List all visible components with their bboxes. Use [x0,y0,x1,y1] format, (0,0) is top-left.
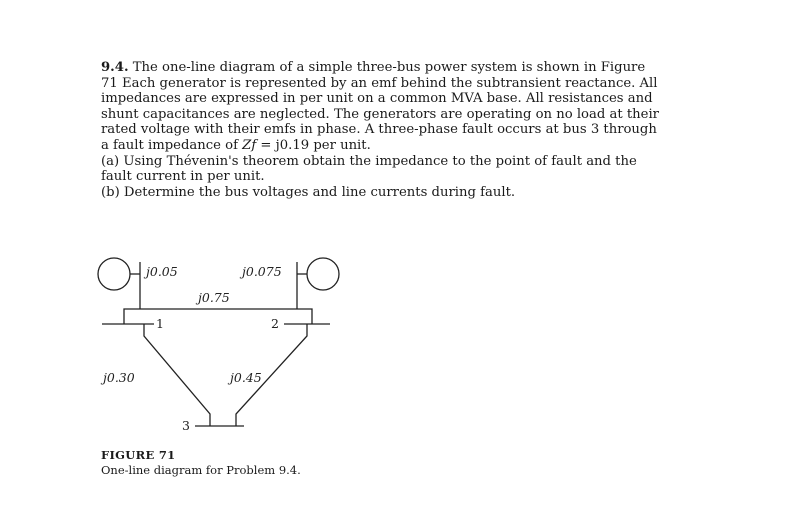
line-1-2 [124,309,312,324]
part-b: (b) Determine the bus voltages and line currents during fault. [101,184,516,200]
figure-label: FIGURE 71 [101,448,176,462]
figure-description: One-line diagram for Problem 9.4. [101,463,301,477]
line-1-2-reactance-label: j0.75 [198,290,230,305]
line-1-3 [144,324,210,426]
problem-paragraph [101,60,661,154]
bus-3-label: 3 [182,418,190,433]
problem-number: 9.4. [101,60,129,75]
generator-2-symbol [307,258,339,290]
fault-impedance-symbol: Zf [242,137,257,153]
fault-impedance-unit: per unit. [313,137,371,153]
generator-1-reactance-label: j0.05 [146,264,178,279]
part-a: (a) Using Thévenin's theorem obtain the impedance to the point of fault and the fault current in per unit. [101,153,637,185]
generator-2-reactance-label: j0.075 [242,264,282,279]
one-line-diagram [94,252,364,437]
line-1-3-reactance-label: j0.30 [103,370,135,385]
generator-1-symbol [98,258,130,290]
problem-body: The one-line diagram of a simple three-bus power system is shown in Figure 71 Each generator is represented by an emf behind the subtransient reactance. All impedances are expressed in per unit on a common MVA base. All resistances and shunt capacitances are neglected. The generators are operating on no load at their rated voltage with their emfs in phase. A three-phase fault occurs at bus 3 through a fault impedance of [101,60,659,153]
figure-caption [101,448,301,478]
line-2-3-reactance-label: j0.45 [230,370,262,385]
problem-statement [101,60,661,200]
bus-2-label: 2 [271,316,279,331]
fault-impedance-value: = j0.19 [260,137,310,153]
bus-1-label: 1 [156,316,164,331]
